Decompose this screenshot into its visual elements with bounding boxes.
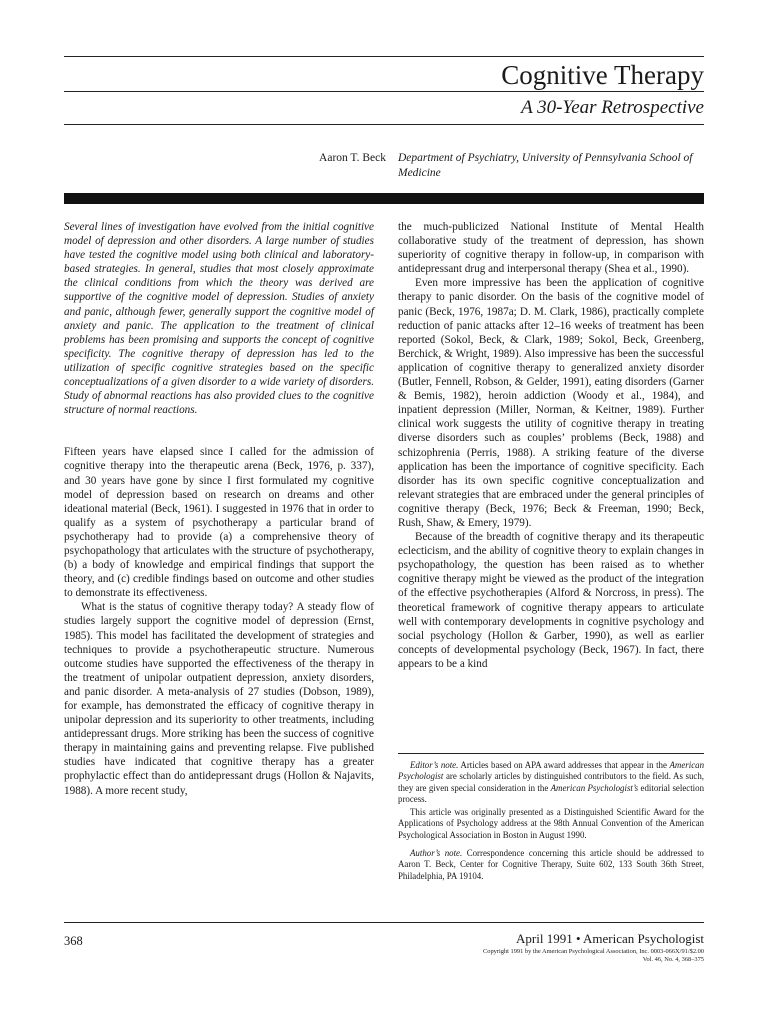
right-column — [398, 220, 704, 671]
author-note: Author’s note. Correspondence concerning this article should be addressed to Aaron T. Beck, Center for Cognitive Therapy, Suite 602, 133 South 36th Street, Philadelphia, PA 19104. — [398, 848, 704, 881]
left-column — [64, 220, 374, 798]
footer-rule — [64, 922, 704, 923]
copyright-notice: Copyright 1991 by the American Psychological Association, Inc. 0003-066X/91/$2.00 Vol. 46, No. 4, 368–375 — [483, 948, 704, 964]
author-name: Aaron T. Beck — [319, 152, 386, 164]
abstract: Several lines of investigation have evolved from the initial cognitive model of depression and other disorders. A large number of studies have tested the cognitive model using both clinical and laboratory-based strategies. In general, studies that most closely approximate the clinical conditions from which the theory was derived are supportive of the cognitive model of depression. Studies of anxiety and panic, although fewer, generally support the cognitive model of anxiety and panic. The application to the treatment of clinical problems has been promising and supports the concept of cognitive specificity. The cognitive therapy of depression has led to the utilization of specific cognitive strategies based on the specific conceptualizations of a given disorder to a wide variety of disorders. Study of abnormal reactions has also provided clues to the cognitive structure of normal reactions. — [64, 221, 374, 417]
author-affiliation: Department of Psychiatry, University of Pennsylvania School of Medicine — [398, 152, 693, 179]
presentation-note: This article was originally presented as a Distinguished Scientific Award for the Applications of Psychology address at the 98th Annual Convention of the American Psychological Association in Boston in August 1990. — [398, 807, 704, 840]
notes-block — [398, 760, 704, 884]
body-paragraph: Even more impressive has been the application of cognitive therapy to panic disorder. On the basis of the cognitive model of panic (Beck, 1976, 1987a; D. M. Clark, 1986), practically complete reduction of panic attacks after 12–16 weeks of treatment has been reported (Sokol, Beck, & Clark, 1989; Sokol, Beck, Greenberg, Berchick, & Wright, 1989). Also impressive has been the successful application of cognitive therapy to generalized anxiety disorder (Butler, Fennell, Robson, & Gelder, 1991), eating disorders (Garner & Bemis, 1982), heroin addiction (Woody et al., 1984), and inpatient depression (Miller, Norman, & Keitner, 1989). Further clinical work suggests the utility of cognitive therapy in treating diverse disorders such as couples’ problems (Beck, 1988) and schizophrenia (Perris, 1988). A striking feature of the diverse application has been the importance of cognitive specificity. Each disorder has its own specific cognitive conceptualization and relevant strategies that are embraced under the general principles of cognitive therapy (Beck, 1976; Beck & Freeman, 1990; Beck, Rush, Shaw, & Emery, 1979). — [398, 277, 704, 529]
editor-note: Editor’s note. Articles based on APA award addresses that appear in the American Psychologist are scholarly articles by distinguished contributors to the field. As such, they are given special consideration in the American Psychologist’s editorial selection process. — [398, 760, 705, 804]
editor-note-label: Editor’s note. — [410, 760, 459, 770]
page-number: 368 — [64, 934, 83, 948]
subtitle-rule — [64, 124, 704, 125]
notes-divider — [398, 753, 704, 754]
body-paragraph: What is the status of cognitive therapy today? A steady flow of studies largely support the cognitive model of depression (Ernst, 1985). This model has facilitated the development of strategies and techniques to provide a psychotherapeutic structure. Numerous outcome studies have supported the effectiveness of the therapy in the treatment of unipolar outpatient depression, anxiety disorders, and panic disorder. A meta-analysis of 27 studies (Dobson, 1989), for example, has demonstrated the efficacy of cognitive therapy in unipolar depression and its superiority to other treatments, including antidepressant drugs. More striking has been the success of cognitive therapy in maintaining gains and preventing relapse. Five published studies have indicated that cognitive therapy has a greater prophylactic effect than do antidepressant drugs (Hollon & Najavits, 1988). A more recent study, — [64, 601, 374, 797]
title-rule — [64, 91, 704, 92]
heavy-black-rule — [64, 193, 704, 204]
body-paragraph: Fifteen years have elapsed since I called for the admission of cognitive therapy into the therapeutic arena (Beck, 1976, p. 337), and 30 years have gone by since I first formulated my cognitive model of depression based on research on dreams and other ideational material (Beck, 1961). I suggested in 1976 that in order to qualify as a system of psychotherapy a particular brand of psychotherapy had to provide (a) a comprehensive theory of psychopathology that articulates with the structure of psychotherapy, (b) a body of knowledge and empirical findings that support the theory, and (c) credible findings based on outcome and other studies to demonstrate its effectiveness. — [64, 446, 374, 600]
body-paragraph: the much-publicized National Institute of Mental Health collaborative study of the treatment of depression, has shown superiority of cognitive therapy in follow-up, in comparison with antidepressant drug and interpersonal therapy (Shea et al., 1990). — [398, 221, 704, 276]
author-note-label: Author’s note. — [410, 848, 463, 859]
top-rule — [64, 56, 704, 57]
article-subtitle: A 30-Year Retrospective — [521, 97, 704, 118]
body-paragraph: Because of the breadth of cognitive therapy and its therapeutic eclecticism, and the ability of cognitive theory to explain changes in psychopathology, the question has been raised as to whether cognitive therapy might be viewed as the product of the integration of the effective psychotherapies (Alford & Norcross, in press). The theoretical framework of cognitive therapy appears to articulate well with contemporary developments in cognitive psychology and social psychology (Hollon & Garber, 1990), as well as earlier concepts of developmental psychology (Beck, 1967). In fact, there appears to be a kind — [398, 531, 704, 670]
article-title: Cognitive Therapy — [501, 60, 704, 90]
journal-issue: April 1991 • American Psychologist — [516, 931, 704, 946]
